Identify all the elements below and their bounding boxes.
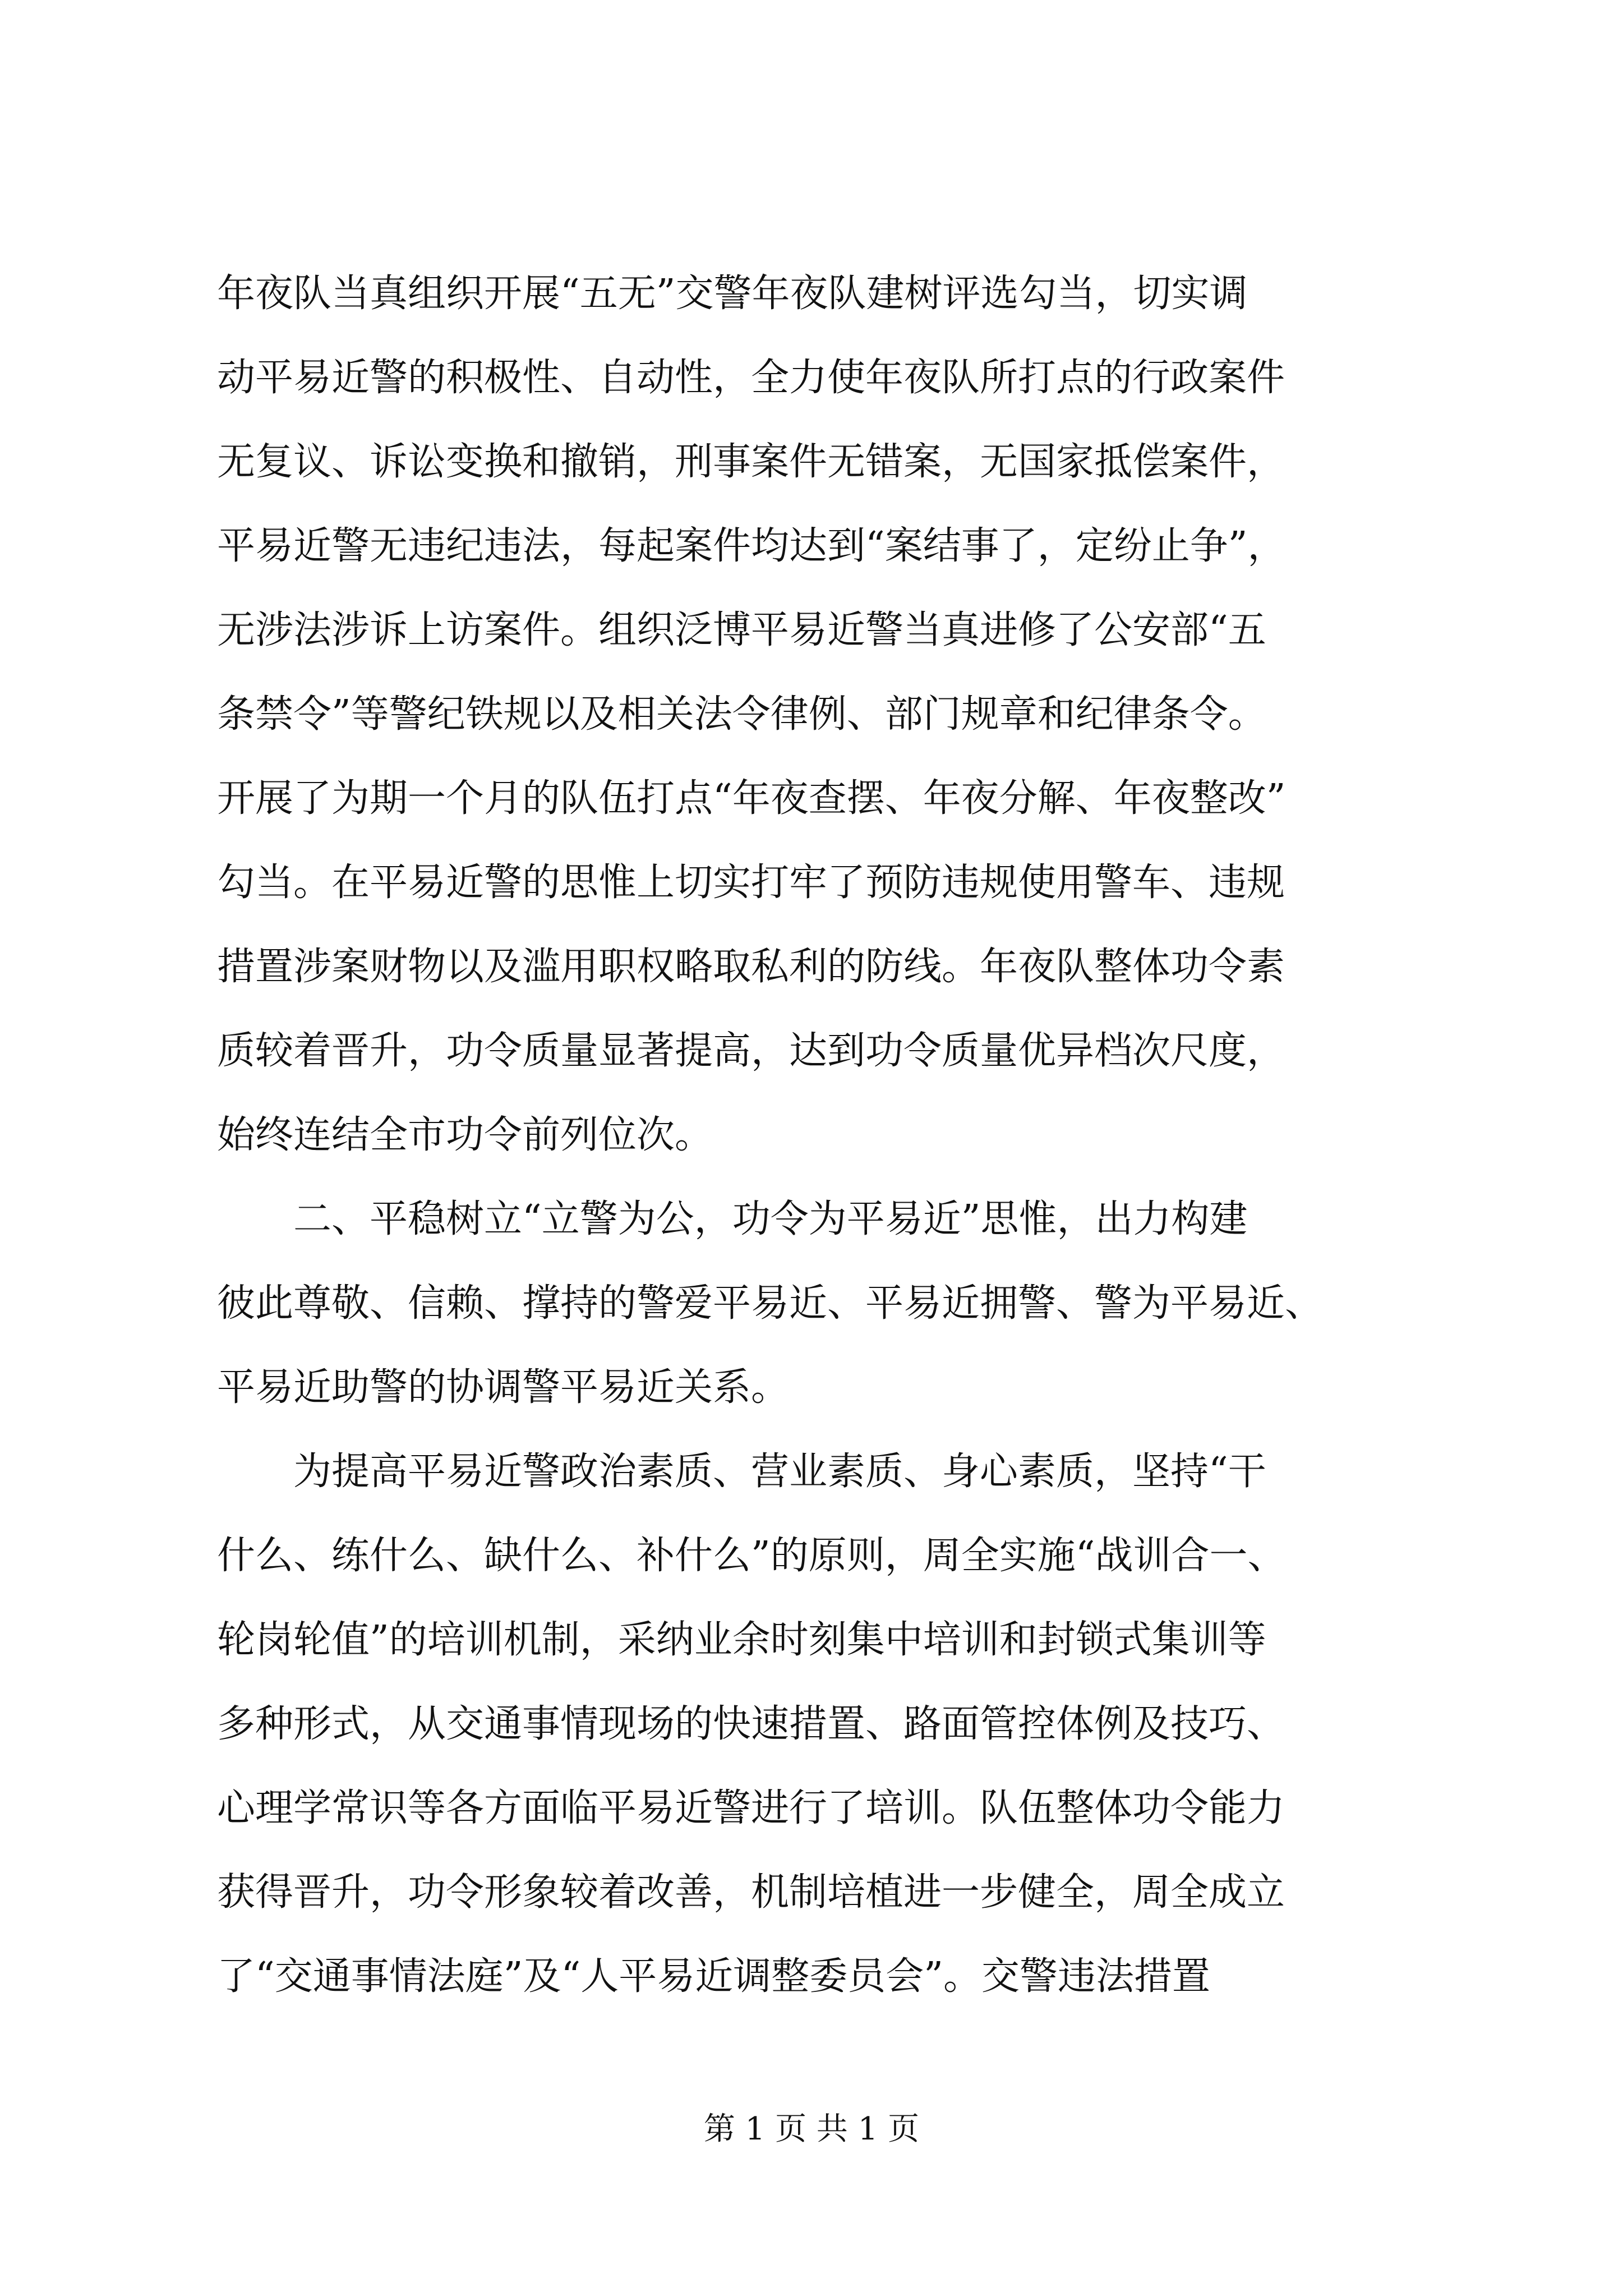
text-line-9: 措置涉案财物以及滥用职权略取私利的防线。年夜队整体功令素 (217, 945, 1285, 989)
page-footer: 第 1 页 共 1 页 (703, 2111, 920, 2147)
text-line-14: 平易近助警的协调警平易近关系。 (217, 1365, 790, 1410)
text-line-6: 条禁令”等警纪铁规以及相关法令律例、部门规章和纪律条令。 (217, 692, 1266, 737)
text-line-3: 无复议、诉讼变换和撤销，刑事案件无错案，无国家抵偿案件， (217, 440, 1285, 484)
text-line-10: 质较着晋升，功令质量显著提高，达到功令质量优异档次尺度， (217, 1029, 1285, 1073)
text-line-8: 勾当。在平易近警的思惟上切实打牢了预防违规使用警车、违规 (217, 861, 1285, 905)
text-line-1: 年夜队当真组织开展“五无”交警年夜队建树评选勾当，切实调 (217, 272, 1248, 316)
text-line-20: 获得晋升，功令形象较着改善，机制培植进一步健全，周全成立 (217, 1870, 1285, 1915)
text-line-12: 二、平稳树立“立警为公，功令为平易近”思惟，出力构建 (217, 1197, 1248, 1241)
text-line-17: 轮岗轮值”的培训机制，采纳业余时刻集中培训和封锁式集训等 (217, 1618, 1266, 1662)
text-line-4: 平易近警无违纪违法，每起案件均达到“案结事了，定纷止争”， (217, 524, 1286, 568)
text-line-7: 开展了为期一个月的队伍打点“年夜查摆、年夜分解、年夜整改” (217, 776, 1286, 821)
text-line-2: 动平易近警的积极性、自动性，全力使年夜队所打点的行政案件 (217, 356, 1285, 400)
text-line-11: 始终连结全市功令前列位次。 (217, 1113, 713, 1157)
text-line-13: 彼此尊敬、信赖、撑持的警爱平易近、平易近拥警、警为平易近、 (217, 1281, 1324, 1326)
text-line-5: 无涉法涉诉上访案件。组织泛博平易近警当真进修了公安部“五 (217, 608, 1266, 652)
text-line-21: 了“交通事情法庭”及“人平易近调整委员会”。交警违法措置 (217, 1954, 1211, 1999)
text-line-19: 心理学常识等各方面临平易近警进行了培训。队伍整体功令能力 (217, 1786, 1285, 1830)
text-line-16: 什么、练什么、缺什么、补什么”的原则，周全实施“战训合一、 (217, 1534, 1286, 1578)
text-line-18: 多种形式，从交通事情现场的快速措置、路面管控体例及技巧、 (217, 1702, 1285, 1746)
text-line-15: 为提高平易近警政治素质、营业素质、身心素质，坚持“干 (217, 1450, 1266, 1494)
